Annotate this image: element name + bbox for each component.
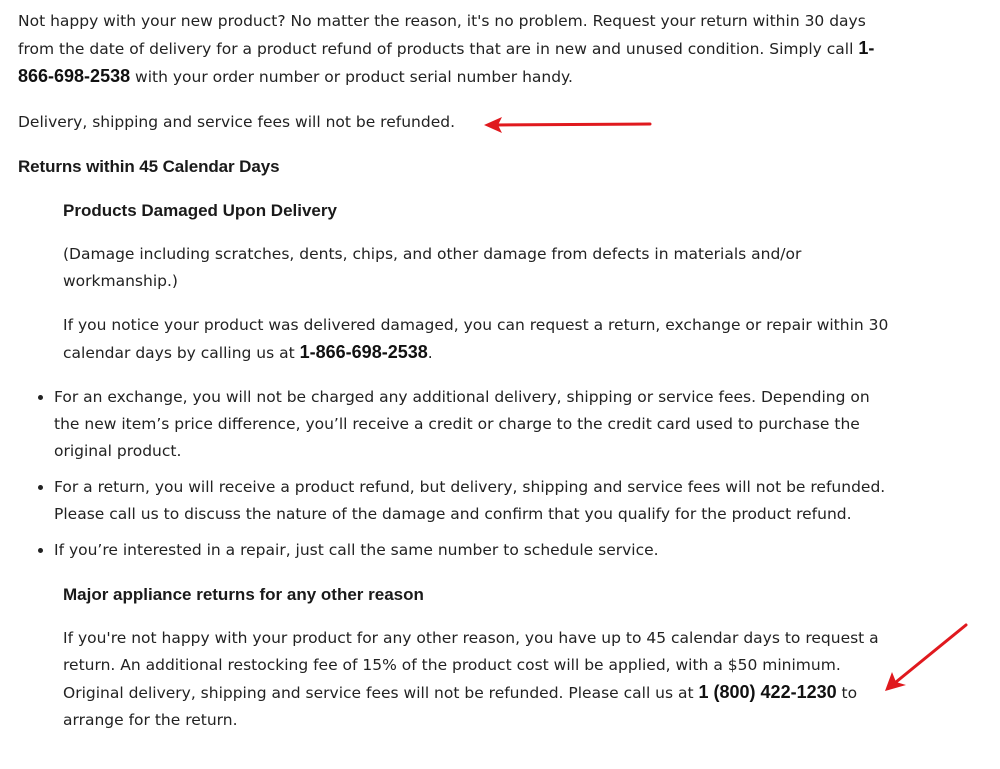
return-policy-content (18, 8, 898, 751)
damage-definition: (Damage including scratches, dents, chips, and other damage from defects in materials and/or workmanship.) (63, 245, 802, 290)
damaged-phone-number: 1-866-698-2538 (299, 342, 428, 362)
damaged-on-delivery-heading: Products Damaged Upon Delivery (63, 201, 337, 220)
intro-text-end: with your order number or product serial number handy. (130, 68, 573, 86)
damaged-options-list (18, 384, 898, 564)
intro-paragraph (18, 8, 898, 91)
major-appliance-text-end: to arrange for the return. (63, 684, 858, 729)
damaged-section (18, 197, 898, 367)
list-item-return: • For a return, you will receive a product refund, but delivery, shipping and service fees will not be refunded. Please call us to discuss the nature of the damage and confirm that you qualify for the product refund. (54, 474, 898, 528)
returns-45-days-heading: Returns within 45 Calendar Days (18, 157, 280, 176)
major-appliance-paragraph (63, 625, 898, 734)
intro-text: Not happy with your new product? No matter the reason, it's no problem. Request your return within 30 days from the date of delivery for a product refund of products that are in new and unused condition. Simply call (18, 12, 866, 58)
major-appliance-phone-number: 1 (800) 422-1230 (698, 682, 837, 702)
list-item-exchange: • For an exchange, you will not be charged any additional delivery, shipping or service fees. Depending on the new item’s price difference, you’ll receive a credit or charge to the credit card used to purchase the original product. (54, 384, 898, 465)
intro-phone-number: 1-866-698-2538 (18, 38, 875, 86)
major-appliance-section (18, 581, 898, 734)
list-item-repair: • If you’re interested in a repair, just call the same number to schedule service. (54, 537, 898, 564)
damaged-notice-paragraph (63, 312, 898, 367)
fees-not-refunded-note: Delivery, shipping and service fees will not be refunded. (18, 113, 455, 131)
major-appliance-text: If you're not happy with your product for any other reason, you have up to 45 calendar days to request a return. An additional restocking fee of 15% of the product cost will be applied, with a $50 minimum. Original delivery, shipping and service fees will not be refunded. Please call us at (63, 629, 879, 702)
major-appliance-returns-heading: Major appliance returns for any other reason (63, 585, 424, 604)
damaged-notice-text: If you notice your product was delivered damaged, you can request a return, exchange or repair within 30 calendar days by calling us at (63, 316, 889, 362)
damaged-notice-end: . (427, 344, 433, 362)
